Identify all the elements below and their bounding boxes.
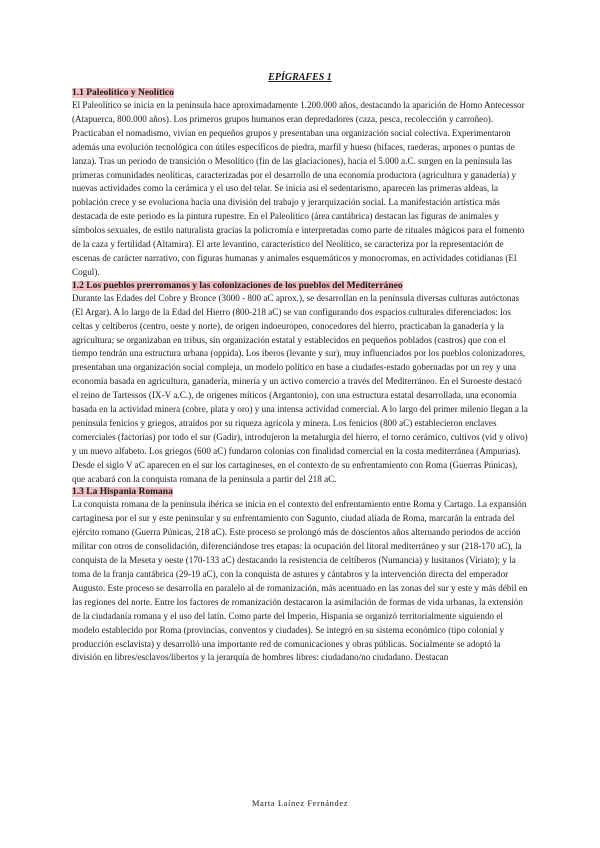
section-paragraph: Durante las Edades del Cobre y Bronce (3000 - 800 aC aprox.), se desarrollan en la península diversas culturas autóctonas (El Argar). A lo largo de la Edad del Hierro (800-218 aC) se van configurando dos espacios culturales diferenciados: los celtas y celtíberos (centro, oeste y norte), de origen indoeuropeo, conocedores del hierro, practicaban la ganadería y la agricultura; se organizaban en tribus, sin organización estatal y establecidos en pequeños poblados (castros) que con el tiempo tendrán una estructura urbana (oppida). Los íberos (levante y sur), muy influenciados por los pueblos colonizadores, presentaban una organización social compleja, un modelo político en base a ciudades-estado gobernadas por un rey y una economía basada en agricultura, ganadería, minería y un activo comercio a través del Mediterráneo. En el Suroeste destacó el reino de Tartessos (IX-V a.C.), de orígenes míticos (Argantonio), con una estructura estatal desarrollada, una economía basada en la actividad minera (cobre, plata y oro) y una intensa actividad comercial. A lo largo del primer milenio llegan a la península fenicios y griegos, atraídos por su riqueza agrícola y minera. Los fenicios (800 aC) establecieron enclaves comerciales (factorías) por todo el sur (Gadir), introdujeron la metalurgia del hierro, el torno cerámico, cultivos (vid y olivo) y un nuevo alfabeto. Los griegos (600 aC) fundaron colonias con finalidad comercial en la costa mediterránea (Ampurias). Desde el siglo V aC aparecen en el sur los cartagineses, en el contexto de su enfrentamiento con Roma (Guerras Púnicas), que acabará con la conquista romana de la península a partir del 218 aC.	[72, 292, 528, 484]
section-heading	[72, 486, 528, 498]
section-paragraph: La conquista romana de la península ibérica se inicia en el contexto del enfrentamiento entre Roma y Cartago. La expansión cartaginesa por el sur y este peninsular y su enfrentamiento con Sagunto, ciudad aliada de Roma, marcarán la entrada del ejército romano (Guerra Púnicas, 218 aC). Este proceso se prolongó más de doscientos años alternando periodos de acción militar con otros de consolidación, diferenciándose tres etapas: la ocupación del litoral mediterráneo y sur (218-170 aC), la conquista de la Meseta y oeste (170-133 aC) destacando la resistencia de celtíberos (Numancia) y lusitanos (Viriato); y la toma de la franja cantábrica (29-19 aC), con la conquista de astures y cántabros y la intervención directa del emperador Augusto. Este proceso se desarrolla en paralelo al de romanización, más acentuado en las zonas del sur y este y más débil en las regiones del norte. Entre los factores de romanización destacaron la asimilación de formas de vida urbanas, la extensión de la ciudadanía romana y el uso del latín. Como parte del Imperio, Hispania se organizó territorialmente siguiendo el modelo establecido por Roma (provincias, conventos y ciudades). Se integró en su sistema económico (tipo colonial y producción esclavista) y desarrolló una importante red de comunicaciones y obras públicas. Socialmente se adoptó la división en libres/esclavos/libertos y la jerarquía de hombres libres: ciudadano/no ciudadano. Destacan	[72, 499, 528, 663]
section-hispania-romana	[72, 486, 528, 665]
section-paleolitico-neolitico	[72, 87, 528, 280]
page-footer-author: Marta Laínez Fernández	[251, 798, 349, 808]
section-heading-text: 1.3 La Hispania Romana	[72, 487, 173, 498]
document-page	[72, 72, 528, 665]
section-heading	[72, 280, 528, 292]
section-paragraph: El Paleolítico se inicia en la península hace aproximadamente 1.200.000 años, destacando la aparición de Homo Antecessor (Atapuerca, 800.000 años). Los primeros grupos humanos eran depredadores (caza, pesca, recolección y carroñeo). Practicaban el nomadismo, vivían en pequeños grupos y presentaban una organización social colectiva. Experimentaron además una evolución tecnológica con útiles específicos de piedra, marfil y hueso (bifaces, raederas, arpones o puntas de lanza). Tras un periodo de transición o Mesolítico (fin de las glaciaciones), hacia el 5.000 a.C. surgen en la península las primeras comunidades neolíticas, caracterizadas por el desarrollo de una economía productora (agricultura y ganadería) y nuevas actividades como la cerámica y el uso del telar. Se inicia así el sedentarismo, aparecen las primeras aldeas, la población crece y se evoluciona hacia una división del trabajo y jerarquización social. La manifestación artística más destacada de este periodo es la pintura rupestre. En el Paleolítico (área cantábrica) destacan las figuras de animales y símbolos sexuales, de estilo naturalista gracias la policromía e interpretadas como parte de rituales mágicos para el fomento de la caza y fertilidad (Altamira). El arte levantino, característico del Neolítico, se caracteriza por la representación de escenas de carácter narrativo, con figuras humanas y animales esquemáticos y monocromas, en actividades cotidianas (El Cogul).	[72, 100, 525, 277]
document-title: EPÍGRAFES 1	[268, 72, 332, 83]
section-heading	[72, 87, 528, 99]
section-pueblos-prerromanos	[72, 280, 528, 487]
section-heading-text: 1.2 Los pueblos prerromanos y las colonizaciones de los pueblos del Mediterráneo	[72, 280, 403, 291]
section-heading-text: 1.1 Paleolítico y Neolítico	[72, 88, 174, 98]
